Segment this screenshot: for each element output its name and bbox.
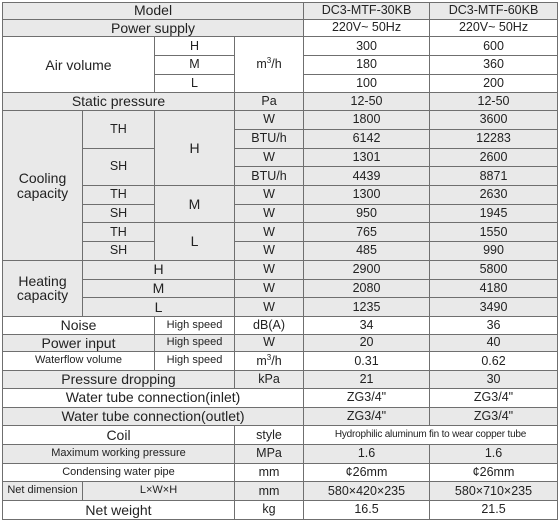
heating-row [3, 260, 558, 279]
net-dimension-unit: mm [235, 482, 304, 501]
air-volume-60: 600 [430, 37, 558, 56]
condensing-pipe-label: Condensing water pipe [3, 463, 235, 482]
cooling-capacity-label: Cooling capacity [3, 111, 83, 261]
net-dimension-30: 580×420×235 [304, 482, 430, 501]
static-pressure-60: 12-50 [430, 93, 558, 111]
air-volume-30: 300 [304, 37, 430, 56]
cooling-60: 990 [430, 242, 558, 261]
cooling-sh-label: SH [83, 204, 155, 223]
cooling-30: 1301 [304, 148, 430, 167]
heating-60: 5800 [430, 260, 558, 279]
cooling-60: 3600 [430, 111, 558, 130]
cooling-th-label: TH [83, 186, 155, 205]
pressure-drop-unit: kPa [235, 371, 304, 389]
power-supply-60: 220V~ 50Hz [430, 19, 558, 37]
heating-60: 4180 [430, 279, 558, 298]
cooling-sh-label: SH [83, 148, 155, 185]
heating-row [3, 298, 558, 317]
coil-row [3, 426, 558, 445]
cooling-30: 6142 [304, 129, 430, 148]
cooling-level-h: H [155, 111, 235, 186]
condensing-pipe-60: ¢26mm [430, 463, 558, 482]
net-weight-60: 21.5 [430, 501, 558, 520]
cooling-row [3, 111, 558, 130]
net-dimension-label: Net dimension [3, 482, 83, 501]
power-supply-label: Power supply [3, 19, 304, 37]
pressure-drop-row [3, 371, 558, 389]
air-volume-label: Air volume [3, 37, 155, 93]
waterflow-label: Waterflow volume [3, 352, 155, 371]
inlet-60: ZG3/4" [430, 388, 558, 407]
cooling-30: 950 [304, 204, 430, 223]
spec-table [2, 2, 558, 520]
air-volume-30: 100 [304, 74, 430, 93]
max-pressure-unit: MPa [235, 444, 304, 463]
air-volume-row [3, 37, 558, 56]
noise-row [3, 317, 558, 335]
pressure-drop-30: 21 [304, 371, 430, 389]
cooling-unit: W [235, 148, 304, 167]
model-60-header: DC3-MTF-60KB [430, 3, 558, 20]
cooling-30: 4439 [304, 167, 430, 186]
waterflow-60: 0.62 [430, 352, 558, 371]
outlet-label: Water tube connection(outlet) [3, 407, 304, 426]
cooling-60: 2600 [430, 148, 558, 167]
cooling-level-m: M [155, 186, 235, 223]
heating-30: 1235 [304, 298, 430, 317]
outlet-row [3, 407, 558, 426]
power-input-label: Power input [3, 334, 155, 352]
cooling-60: 12283 [430, 129, 558, 148]
net-weight-unit: kg [235, 501, 304, 520]
cooling-sh-label: SH [83, 242, 155, 261]
max-pressure-30: 1.6 [304, 444, 430, 463]
waterflow-row [3, 352, 558, 371]
condensing-pipe-30: ¢26mm [304, 463, 430, 482]
model-30-header: DC3-MTF-30KB [304, 3, 430, 20]
net-weight-30: 16.5 [304, 501, 430, 520]
max-pressure-label: Maximum working pressure [3, 444, 235, 463]
model-header: Model [3, 3, 304, 20]
static-pressure-30: 12-50 [304, 93, 430, 111]
heating-capacity-label: Heating capacity [3, 260, 83, 316]
heating-level: M [83, 279, 235, 298]
pressure-drop-label: Pressure dropping [3, 371, 235, 389]
waterflow-condition: High speed [155, 352, 235, 371]
cooling-unit: W [235, 111, 304, 130]
heating-unit: W [235, 279, 304, 298]
cooling-row [3, 148, 558, 167]
cooling-unit: BTU/h [235, 129, 304, 148]
heating-60: 3490 [430, 298, 558, 317]
net-dimension-row [3, 482, 558, 501]
air-volume-level: L [155, 74, 235, 93]
power-input-row [3, 334, 558, 352]
outlet-60: ZG3/4" [430, 407, 558, 426]
cooling-row [3, 186, 558, 205]
power-input-unit: W [235, 334, 304, 352]
inlet-30: ZG3/4" [304, 388, 430, 407]
noise-30: 34 [304, 317, 430, 335]
coil-label: Coil [3, 426, 235, 445]
waterflow-30: 0.31 [304, 352, 430, 371]
cooling-30: 1800 [304, 111, 430, 130]
net-dimension-60: 580×710×235 [430, 482, 558, 501]
net-weight-label: Net weight [3, 501, 235, 520]
cooling-60: 1945 [430, 204, 558, 223]
noise-unit: dB(A) [235, 317, 304, 335]
heating-row [3, 279, 558, 298]
cooling-unit: BTU/h [235, 167, 304, 186]
heating-level: H [83, 260, 235, 279]
static-pressure-label: Static pressure [3, 93, 235, 111]
noise-condition: High speed [155, 317, 235, 335]
cooling-row [3, 223, 558, 242]
cooling-unit: W [235, 204, 304, 223]
heating-30: 2080 [304, 279, 430, 298]
cooling-level-l: L [155, 223, 235, 260]
net-dimension-sub: L×W×H [83, 482, 235, 501]
air-volume-60: 200 [430, 74, 558, 93]
outlet-30: ZG3/4" [304, 407, 430, 426]
cooling-30: 485 [304, 242, 430, 261]
cooling-row [3, 242, 558, 261]
air-volume-60: 360 [430, 56, 558, 75]
cooling-th-label: TH [83, 111, 155, 148]
power-input-condition: High speed [155, 334, 235, 352]
max-pressure-60: 1.6 [430, 444, 558, 463]
cooling-row [3, 204, 558, 223]
cooling-th-label: TH [83, 223, 155, 242]
heating-level: L [83, 298, 235, 317]
net-weight-row [3, 501, 558, 520]
static-pressure-row [3, 93, 558, 111]
power-input-30: 20 [304, 334, 430, 352]
pressure-drop-60: 30 [430, 371, 558, 389]
air-volume-level: H [155, 37, 235, 56]
inlet-label: Water tube connection(inlet) [3, 388, 304, 407]
heating-30: 2900 [304, 260, 430, 279]
cooling-unit: W [235, 242, 304, 261]
heating-unit: W [235, 298, 304, 317]
heating-unit: W [235, 260, 304, 279]
cooling-30: 765 [304, 223, 430, 242]
cooling-60: 2630 [430, 186, 558, 205]
noise-60: 36 [430, 317, 558, 335]
condensing-pipe-row [3, 463, 558, 482]
cooling-60: 8871 [430, 167, 558, 186]
cooling-30: 1300 [304, 186, 430, 205]
inlet-row [3, 388, 558, 407]
static-pressure-unit: Pa [235, 93, 304, 111]
power-supply-30: 220V~ 50Hz [304, 19, 430, 37]
noise-label: Noise [3, 317, 155, 335]
max-pressure-row [3, 444, 558, 463]
waterflow-unit: $m^3/h$ [235, 352, 304, 371]
power-supply-row [3, 19, 558, 37]
condensing-pipe-unit: mm [235, 463, 304, 482]
air-volume-unit: $m^3/h$ [235, 37, 304, 93]
coil-value: Hydrophilic aluminum fin to wear copper tube [304, 426, 558, 445]
header-row [3, 3, 558, 20]
cooling-unit: W [235, 186, 304, 205]
cooling-60: 1550 [430, 223, 558, 242]
cooling-unit: W [235, 223, 304, 242]
coil-unit: style [235, 426, 304, 445]
power-input-60: 40 [430, 334, 558, 352]
air-volume-level: M [155, 56, 235, 75]
air-volume-30: 180 [304, 56, 430, 75]
